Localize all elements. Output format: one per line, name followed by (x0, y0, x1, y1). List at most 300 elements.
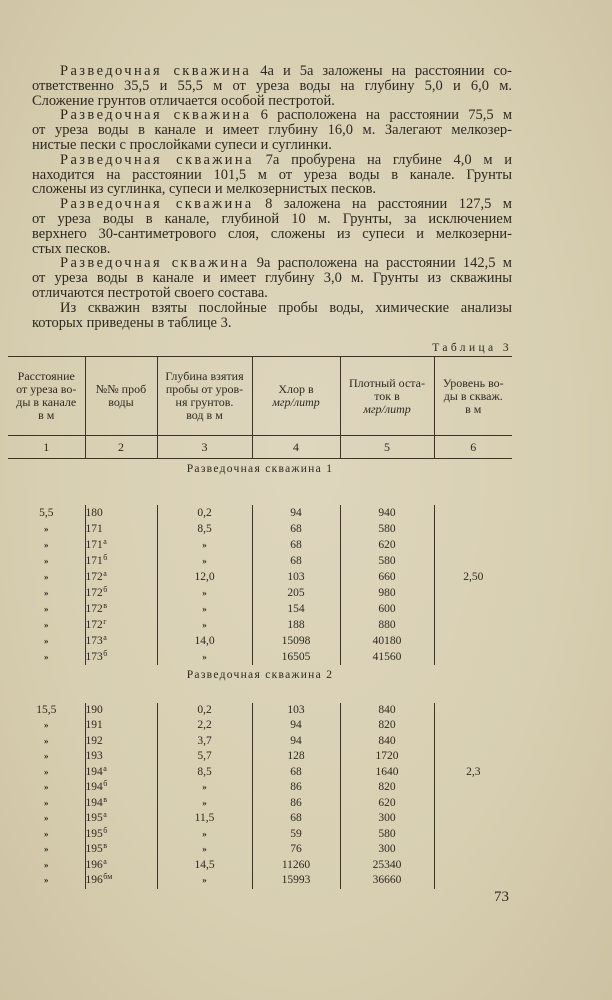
cell-value: 173 (85, 650, 103, 663)
solid-residue-cell (340, 537, 434, 553)
body-text (32, 64, 512, 330)
table-row (8, 585, 512, 601)
distance-cell (8, 780, 85, 796)
cell-value: 191 (85, 719, 103, 731)
header-water-level (434, 357, 512, 436)
sample-suffix: б (103, 584, 108, 594)
water-level-cell (434, 734, 512, 750)
cell-value: 820 (378, 719, 396, 731)
sample-suffix: а (103, 632, 107, 642)
paragraph (32, 256, 512, 300)
distance-cell (8, 796, 85, 812)
cell-value: 14,0 (194, 634, 215, 647)
sample-number-cell (85, 749, 157, 765)
borehole-lead: Разведочная скважина (60, 63, 252, 79)
chlorine-cell (252, 796, 340, 812)
distance-cell (8, 873, 85, 889)
cell-value: 68 (290, 812, 302, 824)
sample-suffix: а (103, 810, 107, 819)
cell-value: 59 (290, 827, 302, 840)
text-line: которых приведены в таблице 3. (32, 314, 232, 331)
cell-value: 2,2 (197, 719, 212, 731)
distance-cell (8, 811, 85, 827)
sample-depth-cell (157, 780, 252, 796)
text-line: верхнего 30-сантиметрового слоя, сложены из супеси и мелкозерни- (32, 225, 512, 242)
cell-value: 980 (378, 586, 396, 599)
ditto-mark: » (44, 720, 49, 730)
cell-value: 173 (85, 634, 103, 647)
cell-value: 620 (378, 796, 396, 809)
distance-cell (8, 537, 85, 553)
cell-value: 820 (378, 781, 396, 793)
cell-value: 94 (290, 719, 302, 731)
water-level-cell (434, 537, 512, 553)
cell-value: 41560 (372, 650, 402, 663)
solid-residue-cell (340, 827, 434, 843)
sample-number-cell (85, 780, 157, 796)
water-level-cell (434, 703, 512, 719)
ditto-mark: » (44, 523, 49, 534)
sample-number-cell (85, 617, 157, 633)
table-row (8, 505, 512, 521)
chlorine-cell (252, 873, 340, 889)
text-line (32, 256, 512, 271)
text-line: от уреза воды в канале и имеет глубину 3,0 м. Грунты из скважины (32, 270, 512, 287)
column-number: 4 (252, 436, 340, 459)
sample-number-cell (85, 585, 157, 601)
cell-value: 5,5 (39, 506, 54, 519)
text-line (32, 108, 512, 123)
chlorine-cell (252, 601, 340, 617)
ditto-mark: » (202, 603, 207, 614)
distance-cell (8, 617, 85, 633)
ditto-mark: » (44, 619, 49, 630)
water-level-cell (434, 842, 512, 858)
cell-value: 16505 (281, 650, 311, 663)
chlorine-cell (252, 617, 340, 633)
sample-suffix: б (103, 825, 108, 835)
ditto-mark: » (202, 797, 207, 808)
header-line: №№ проб (95, 382, 147, 396)
text-line: сложены из суглинка, супеси и мелкозернистых песков. (32, 181, 377, 198)
water-level-cell (434, 569, 512, 585)
cell-value: 2,50 (463, 570, 484, 583)
ditto-mark: » (44, 844, 49, 854)
cell-value: 840 (378, 703, 396, 716)
sample-number-cell (85, 601, 157, 617)
sample-number-cell (85, 569, 157, 585)
cell-value: 103 (287, 570, 305, 583)
solid-residue-cell (340, 617, 434, 633)
table-row (8, 718, 512, 734)
distance-cell (8, 649, 85, 665)
distance-cell (8, 858, 85, 874)
chlorine-cell (252, 734, 340, 750)
cell-value: 86 (290, 796, 302, 809)
cell-value: 180 (85, 506, 103, 519)
solid-residue-cell (340, 633, 434, 649)
cell-value: 300 (378, 812, 396, 824)
cell-value: 194 (85, 765, 103, 778)
section-title-cell (8, 665, 512, 703)
ditto-mark: » (202, 587, 207, 598)
ditto-mark: » (44, 603, 49, 614)
sample-depth-cell (157, 765, 252, 781)
header-unit: мгр/литр (272, 395, 320, 409)
header-line: в м (465, 401, 482, 416)
header-unit: мгр/литр (363, 401, 411, 416)
header-line: Глубина взятия (165, 369, 244, 383)
cell-value: 68 (290, 554, 302, 567)
cell-value: 196 (85, 858, 103, 871)
text-line: стых песков. (32, 240, 111, 257)
water-level-cell (434, 617, 512, 633)
text-line: нистые пески с прослойками супеси и суглинки. (32, 136, 332, 153)
solid-residue-cell (340, 569, 434, 585)
table-row (8, 617, 512, 633)
section-title: Разведочная скважина 1 (186, 463, 334, 475)
sample-number-cell (85, 553, 157, 569)
sample-suffix: а (103, 763, 107, 773)
sample-number-cell (85, 521, 157, 537)
cell-value: 11260 (281, 858, 311, 871)
table-row (8, 827, 512, 843)
water-level-cell (434, 649, 512, 665)
sample-depth-cell (157, 569, 252, 585)
ditto-mark: » (44, 587, 49, 598)
sample-suffix: б (103, 779, 108, 788)
paragraph (32, 301, 512, 331)
ditto-mark: » (202, 844, 207, 854)
table-row (8, 780, 512, 796)
paragraph (32, 64, 512, 108)
header-line: от уреза во- (16, 382, 77, 396)
cell-value: 68 (290, 522, 302, 535)
solid-residue-cell (340, 718, 434, 734)
chlorine-cell (252, 553, 340, 569)
ditto-mark: » (44, 828, 49, 839)
sample-depth-cell (157, 873, 252, 889)
ditto-mark: » (202, 619, 207, 630)
cell-value: 580 (378, 554, 396, 567)
chlorine-cell (252, 585, 340, 601)
distance-cell (8, 703, 85, 719)
chlorine-cell (252, 633, 340, 649)
sample-depth-cell (157, 537, 252, 553)
sample-number-cell (85, 827, 157, 843)
sample-depth-cell (157, 601, 252, 617)
solid-residue-cell (340, 749, 434, 765)
water-level-cell (434, 521, 512, 537)
column-number: 2 (85, 436, 157, 459)
cell-value: 300 (378, 843, 396, 855)
cell-value: 580 (378, 827, 396, 840)
solid-residue-cell (340, 505, 434, 521)
header-line: Плотный оста- (349, 375, 425, 390)
header-line: ды в скваж. (443, 388, 503, 403)
cell-value: 196 (85, 874, 103, 886)
sample-depth-cell (157, 649, 252, 665)
distance-cell (8, 601, 85, 617)
sample-depth-cell (157, 811, 252, 827)
cell-value: 8,5 (197, 765, 212, 778)
table-row (8, 734, 512, 750)
ditto-mark: » (44, 813, 49, 823)
solid-residue-cell (340, 521, 434, 537)
cell-value: 3,7 (197, 734, 212, 747)
cell-value: 660 (378, 570, 396, 583)
sample-number-cell (85, 796, 157, 812)
distance-cell (8, 521, 85, 537)
sample-depth-cell (157, 858, 252, 874)
water-level-cell (434, 765, 512, 781)
cell-value: 192 (85, 734, 103, 747)
paragraph (32, 197, 512, 256)
text-line (32, 64, 512, 79)
header-line: Расстояние (17, 369, 75, 383)
header-line: пробы от уров- (165, 382, 244, 396)
cell-value: 195 (85, 843, 103, 855)
header-sample-depth (157, 357, 252, 436)
sample-depth-cell (157, 633, 252, 649)
sample-suffix: а (103, 536, 107, 546)
ditto-mark: » (44, 797, 49, 808)
header-line: Хлор в (278, 382, 314, 396)
column-number-row (8, 436, 512, 459)
ditto-mark: » (202, 782, 207, 792)
cell-value: 171 (85, 554, 103, 567)
solid-residue-cell (340, 811, 434, 827)
cell-value: 1640 (375, 765, 399, 778)
header-line: вод в м (186, 408, 223, 422)
column-number: 3 (157, 436, 252, 459)
chlorine-cell (252, 649, 340, 665)
ditto-mark: » (44, 539, 49, 550)
sample-depth-cell (157, 703, 252, 719)
section-title-row (8, 459, 512, 505)
sample-depth-cell (157, 827, 252, 843)
section-title: Разведочная скважина 2 (186, 668, 334, 681)
ditto-mark: » (202, 875, 207, 885)
sample-suffix: б (103, 648, 108, 658)
borehole-lead: Разведочная скважина (60, 151, 254, 168)
cell-value: 94 (290, 734, 302, 747)
chlorine-cell (252, 537, 340, 553)
ditto-mark: » (202, 651, 207, 662)
solid-residue-cell (340, 601, 434, 617)
cell-value: 172 (85, 586, 103, 599)
table-row (8, 601, 512, 617)
chlorine-cell (252, 780, 340, 796)
table-row (8, 796, 512, 812)
cell-value: 172 (85, 618, 103, 631)
borehole-lead: Разведочная скважина (60, 196, 254, 213)
ditto-mark: » (44, 651, 49, 662)
distance-cell (8, 553, 85, 569)
sample-depth-cell (157, 718, 252, 734)
cell-value: 194 (85, 796, 103, 809)
borehole-lead: Разведочная скважина (60, 255, 250, 272)
distance-cell (8, 734, 85, 750)
cell-value: 840 (378, 734, 396, 747)
header-sample-number (85, 357, 157, 436)
paragraph (32, 153, 512, 197)
column-number: 1 (8, 436, 85, 459)
water-level-cell (434, 505, 512, 521)
ditto-mark: » (202, 539, 207, 550)
column-number: 6 (434, 436, 512, 459)
table-row (8, 569, 512, 585)
cell-value: 86 (290, 781, 302, 793)
cell-value: 172 (85, 602, 103, 615)
text-line: находится на расстоянии 101,5 м от уреза воды в канале. Грунты (32, 166, 512, 183)
cell-value: 68 (290, 765, 302, 778)
text-line: от уреза воды в канале и имеет глубину 16,0 м. Залегают мелкозер- (32, 122, 512, 139)
cell-value: 195 (85, 812, 103, 824)
ditto-mark: » (202, 828, 207, 839)
sample-number-cell (85, 858, 157, 874)
sample-suffix: б (103, 552, 108, 562)
distance-cell (8, 718, 85, 734)
chlorine-cell (252, 703, 340, 719)
water-level-cell (434, 780, 512, 796)
cell-value: 14,5 (194, 858, 215, 871)
ditto-mark: » (44, 735, 49, 746)
distance-cell (8, 505, 85, 521)
header-chlorine (252, 357, 340, 436)
ditto-mark: » (44, 859, 49, 870)
ditto-mark: » (44, 555, 49, 566)
sample-number-cell (85, 718, 157, 734)
distance-cell (8, 585, 85, 601)
water-level-cell (434, 796, 512, 812)
water-level-cell (434, 749, 512, 765)
sample-depth-cell (157, 749, 252, 765)
section-title-cell (8, 459, 512, 505)
ditto-mark: » (44, 875, 49, 885)
text-line: от уреза воды в канале, глубиной 10 м. Грунты, за исключением (32, 210, 512, 227)
water-level-cell (434, 827, 512, 843)
line-text: 8 заложена на расстоянии 127,5 м (265, 196, 512, 213)
water-level-cell (434, 601, 512, 617)
solid-residue-cell (340, 858, 434, 874)
sample-number-cell (85, 649, 157, 665)
cell-value: 2,3 (466, 765, 481, 778)
sample-number-cell (85, 873, 157, 889)
ditto-mark: » (44, 571, 49, 582)
cell-value: 15,5 (36, 703, 57, 716)
cell-value: 195 (85, 827, 103, 840)
cell-value: 5,7 (197, 750, 212, 762)
cell-value: 600 (378, 602, 396, 615)
solid-residue-cell (340, 765, 434, 781)
cell-value: 190 (85, 703, 103, 716)
cell-value: 25340 (372, 858, 402, 871)
cell-value: 194 (85, 781, 103, 793)
sample-suffix: в (103, 794, 108, 804)
header-solid-residue (340, 357, 434, 436)
section-title-row (8, 665, 512, 703)
header-line: Уровень во- (442, 375, 504, 390)
cell-value: 11,5 (194, 812, 215, 824)
table-row (8, 703, 512, 719)
sample-suffix: бм (103, 872, 113, 881)
table-row (8, 765, 512, 781)
solid-residue-cell (340, 873, 434, 889)
sample-suffix: в (103, 600, 108, 610)
cell-value: 580 (378, 522, 396, 535)
cell-value: 0,2 (197, 506, 212, 519)
sample-number-cell (85, 633, 157, 649)
cell-value: 188 (287, 618, 305, 631)
text-line: отличаются пестротой своего состава. (32, 284, 268, 301)
chlorine-cell (252, 569, 340, 585)
distance-cell (8, 569, 85, 585)
table-row (8, 553, 512, 569)
line-text: 6 расположена на расстоянии 75,5 м (260, 107, 512, 124)
cell-value: 172 (85, 570, 103, 583)
sample-depth-cell (157, 796, 252, 812)
cell-value: 205 (287, 586, 305, 599)
solid-residue-cell (340, 842, 434, 858)
ditto-mark: » (44, 751, 49, 761)
table-row (8, 858, 512, 874)
sample-depth-cell (157, 842, 252, 858)
sample-suffix: в (103, 841, 108, 850)
distance-cell (8, 749, 85, 765)
ditto-mark: » (44, 635, 49, 646)
cell-value: 193 (85, 750, 103, 762)
water-analysis-table (8, 356, 512, 889)
header-line: ды в канале (16, 395, 77, 409)
chlorine-cell (252, 505, 340, 521)
chlorine-cell (252, 827, 340, 843)
header-line: ня грунтов. (175, 395, 234, 409)
chlorine-cell (252, 858, 340, 874)
sample-number-cell (85, 703, 157, 719)
line-text: 7а пробурена на глубине 4,0 м и (265, 151, 513, 168)
cell-value: 103 (287, 703, 305, 716)
paragraph (32, 108, 512, 152)
chlorine-cell (252, 749, 340, 765)
column-number: 5 (340, 436, 434, 459)
cell-value: 171 (85, 522, 103, 535)
table-row (8, 521, 512, 537)
solid-residue-cell (340, 796, 434, 812)
cell-value: 94 (290, 506, 302, 519)
header-line: ток в (374, 388, 400, 403)
solid-residue-cell (340, 780, 434, 796)
text-line (32, 197, 512, 212)
header-line: воды (108, 395, 134, 409)
sample-suffix: а (103, 568, 107, 578)
sample-number-cell (85, 505, 157, 521)
table-row (8, 749, 512, 765)
cell-value: 15993 (281, 874, 311, 886)
text-line: Сложение грунтов отличается особой пестротой. (32, 92, 335, 109)
chlorine-cell (252, 718, 340, 734)
sample-suffix: а (103, 856, 107, 866)
cell-value: 76 (290, 843, 302, 855)
line-text: 9а расположена на расстоянии 142,5 м (256, 255, 512, 272)
table-row (8, 842, 512, 858)
table-row (8, 633, 512, 649)
solid-residue-cell (340, 649, 434, 665)
water-level-cell (434, 811, 512, 827)
cell-value: 40180 (372, 634, 402, 647)
distance-cell (8, 842, 85, 858)
page-number: 73 (494, 889, 509, 905)
